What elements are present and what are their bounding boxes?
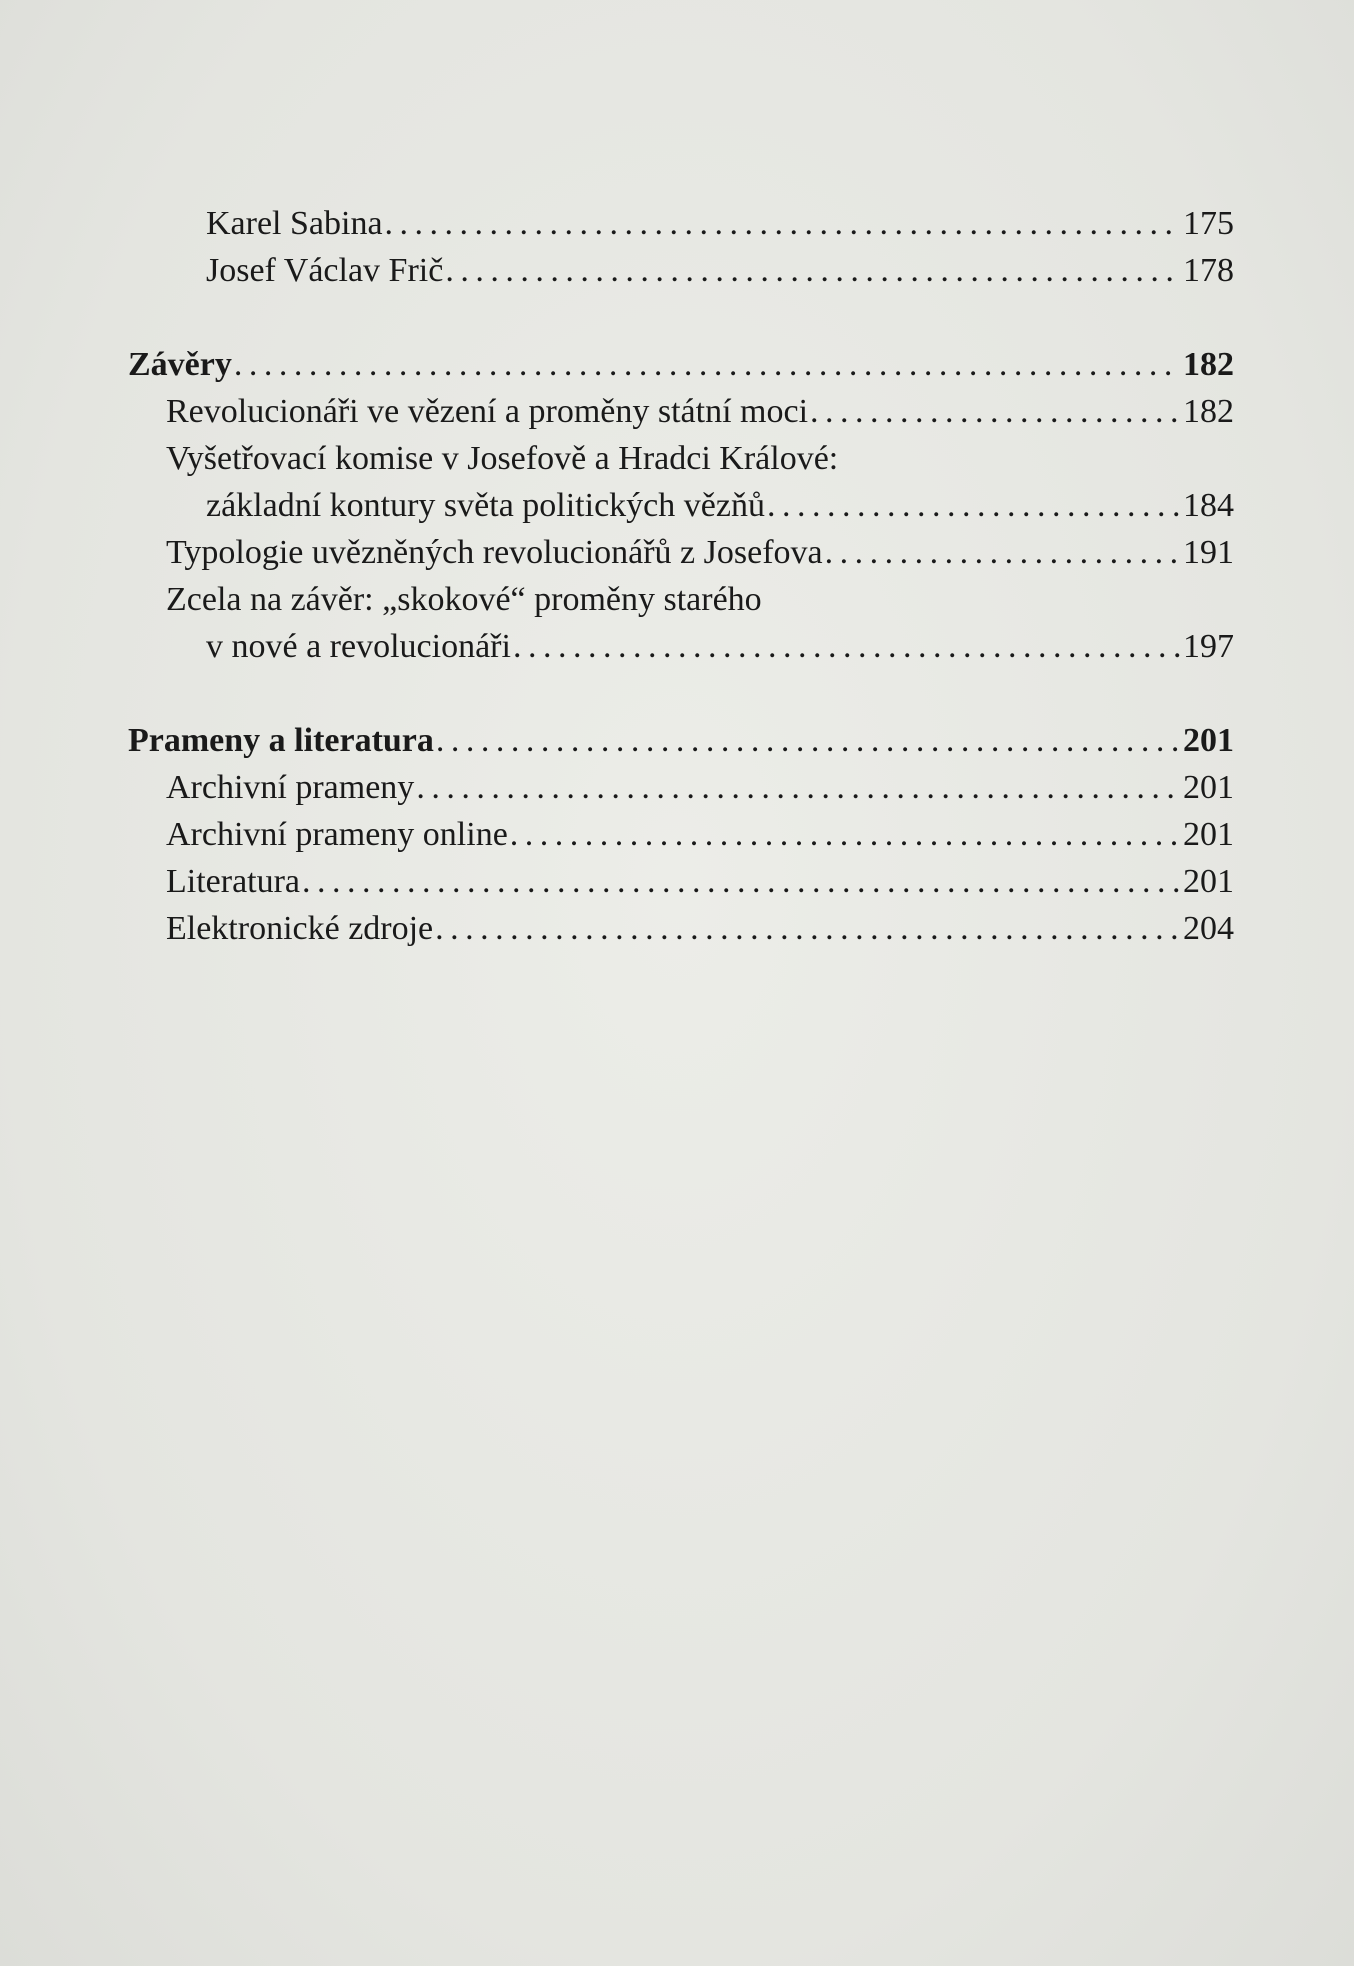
section-gap [128,670,1234,717]
toc-entry-page: 197 [1183,628,1234,665]
toc-entry-page: 182 [1183,393,1234,430]
toc-entry-title: Elektronické zdroje [166,910,434,947]
toc-entry [128,811,1234,858]
section-gap [128,294,1234,341]
toc-entry [128,388,1234,435]
dot-leader [445,247,1181,294]
dot-leader [436,717,1181,764]
toc-entry [128,576,1234,623]
dot-leader [767,482,1181,529]
toc-entry [128,200,1234,247]
toc-entry [128,482,1234,529]
dot-leader [385,200,1181,247]
dot-leader [302,858,1181,905]
toc-entry-title: Vyšetřovací komise v Josefově a Hradci Králové: [166,440,839,477]
toc-entry [128,764,1234,811]
toc-chapter-page: 201 [1183,722,1234,759]
toc-entry-title: Josef Václav Frič [206,252,444,289]
toc-chapter-title: Prameny a literatura [128,722,434,759]
toc-chapter [128,341,1234,388]
toc-entry [128,905,1234,952]
toc-entry-page: 201 [1183,769,1234,806]
toc-entry-title: Typologie uvězněných revolucionářů z Josefova [166,534,823,571]
toc-entry-page: 201 [1183,863,1234,900]
toc-entry-title: Zcela na závěr: „skokové“ proměny starého [166,581,762,618]
toc-entry-page: 175 [1183,205,1234,242]
toc-entry [128,623,1234,670]
toc-entry-title: Revolucionáři ve vězení a proměny státní moci [166,393,809,430]
dot-leader [825,529,1181,576]
toc-entry-title: Archivní prameny [166,769,415,806]
toc-entry [128,435,1234,482]
dot-leader [510,811,1181,858]
toc-entry-title: Karel Sabina [206,205,383,242]
toc-entry [128,858,1234,905]
dot-leader [416,764,1181,811]
toc-chapter-title: Závěry [128,346,232,383]
toc-chapter-page: 182 [1183,346,1234,383]
toc-entry-page: 201 [1183,816,1234,853]
toc-chapter [128,717,1234,764]
toc-entry-page: 204 [1183,910,1234,947]
toc-entry [128,529,1234,576]
table-of-contents [128,200,1234,952]
toc-entry-page: 178 [1183,252,1234,289]
toc-entry-title: základní kontury světa politických vězňů [206,487,765,524]
toc-entry-title: Literatura [166,863,301,900]
dot-leader [234,341,1181,388]
toc-entry [128,247,1234,294]
dot-leader [435,905,1181,952]
toc-entry-title: Archivní prameny online [166,816,508,853]
dot-leader [513,623,1181,670]
toc-entry-page: 191 [1183,534,1234,571]
toc-entry-page: 184 [1183,487,1234,524]
dot-leader [810,388,1181,435]
toc-entry-title: v nové a revolucionáři [206,628,511,665]
